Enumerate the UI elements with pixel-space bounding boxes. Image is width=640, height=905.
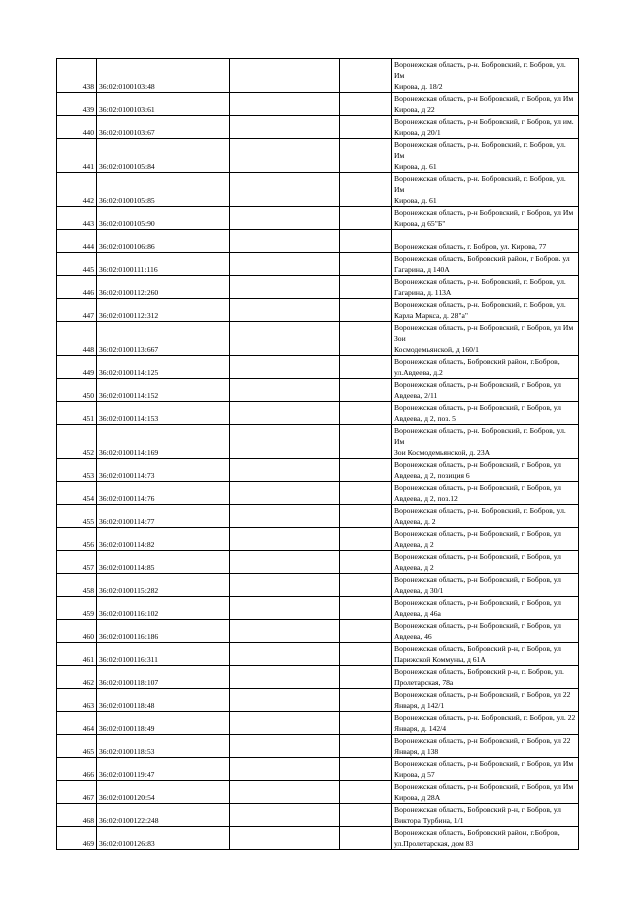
empty-cell	[230, 116, 340, 139]
row-number-cell: 452	[57, 425, 97, 459]
cadastral-number-cell: 36:02:0100105:90	[97, 207, 230, 230]
empty-cell	[230, 574, 340, 597]
address-cell: Воронежская область, р-н Бобровский, г Бобров, ул им. Кирова, д 20/1	[392, 116, 579, 139]
cadastral-number-cell: 36:02:0100106:86	[97, 230, 230, 253]
empty-cell	[340, 574, 392, 597]
row-number-cell: 463	[57, 689, 97, 712]
table-row	[57, 689, 579, 712]
cadastral-number-cell: 36:02:0100114:73	[97, 459, 230, 482]
empty-cell	[230, 139, 340, 173]
address-cell: Воронежская область, Бобровский р-н, г. Бобров, ул. Пролетарская, 78а	[392, 666, 579, 689]
empty-cell	[340, 666, 392, 689]
table-row	[57, 425, 579, 459]
row-number-cell: 459	[57, 597, 97, 620]
empty-cell	[230, 276, 340, 299]
row-number-cell: 450	[57, 379, 97, 402]
table-row	[57, 758, 579, 781]
table-row	[57, 505, 579, 528]
table-row	[57, 379, 579, 402]
cadastral-number-cell: 36:02:0100116:102	[97, 597, 230, 620]
cadastral-number-cell: 36:02:0100114:76	[97, 482, 230, 505]
cadastral-number-cell: 36:02:0100114:125	[97, 356, 230, 379]
empty-cell	[230, 59, 340, 93]
table-row	[57, 827, 579, 850]
empty-cell	[230, 253, 340, 276]
address-cell: Воронежская область, р-н Бобровский, г Бобров, ул Авдеева, 2/11	[392, 379, 579, 402]
empty-cell	[230, 712, 340, 735]
empty-cell	[340, 459, 392, 482]
table-row	[57, 139, 579, 173]
empty-cell	[340, 735, 392, 758]
empty-cell	[340, 356, 392, 379]
empty-cell	[230, 551, 340, 574]
row-number-cell: 464	[57, 712, 97, 735]
address-cell: Воронежская область, р-н Бобровский, г Бобров, ул 22 Января, д 142/1	[392, 689, 579, 712]
cadastral-number-cell: 36:02:0100114:169	[97, 425, 230, 459]
cadastral-number-cell: 36:02:0100126:83	[97, 827, 230, 850]
table-row	[57, 643, 579, 666]
empty-cell	[340, 402, 392, 425]
empty-cell	[340, 116, 392, 139]
row-number-cell: 448	[57, 322, 97, 356]
cadastral-number-cell: 36:02:0100103:67	[97, 116, 230, 139]
empty-cell	[340, 505, 392, 528]
empty-cell	[340, 230, 392, 253]
empty-cell	[230, 207, 340, 230]
row-number-cell: 446	[57, 276, 97, 299]
empty-cell	[230, 230, 340, 253]
empty-cell	[340, 253, 392, 276]
address-cell: Воронежская область, р-н. Бобровский, г. Бобров, ул. Им Зои Космодемьянской, д. 23А	[392, 425, 579, 459]
cadastral-number-cell: 36:02:0100114:82	[97, 528, 230, 551]
empty-cell	[230, 528, 340, 551]
empty-cell	[340, 299, 392, 322]
table-row	[57, 528, 579, 551]
row-number-cell: 456	[57, 528, 97, 551]
empty-cell	[340, 276, 392, 299]
row-number-cell: 445	[57, 253, 97, 276]
row-number-cell: 453	[57, 459, 97, 482]
empty-cell	[340, 528, 392, 551]
address-cell: Воронежская область, р-н. Бобровский, г. Бобров, ул. Авдеева, д. 2	[392, 505, 579, 528]
cadastral-number-cell: 36:02:0100114:153	[97, 402, 230, 425]
table-row	[57, 735, 579, 758]
cadastral-number-cell: 36:02:0100112:312	[97, 299, 230, 322]
table-row	[57, 781, 579, 804]
row-number-cell: 449	[57, 356, 97, 379]
row-number-cell: 440	[57, 116, 97, 139]
row-number-cell: 467	[57, 781, 97, 804]
empty-cell	[340, 597, 392, 620]
document-page	[56, 58, 578, 850]
address-cell: Воронежская область, р-н. Бобровский, г. Бобров, ул. Им Кирова, д. 61	[392, 139, 579, 173]
row-number-cell: 439	[57, 93, 97, 116]
cadastral-number-cell: 36:02:0100114:85	[97, 551, 230, 574]
table-row	[57, 207, 579, 230]
empty-cell	[340, 712, 392, 735]
table-row	[57, 356, 579, 379]
row-number-cell: 460	[57, 620, 97, 643]
cadastral-number-cell: 36:02:0100103:48	[97, 59, 230, 93]
address-cell: Воронежская область, Бобровский р-н, г Бобров, ул Парижской Коммуны, д 61А	[392, 643, 579, 666]
empty-cell	[340, 139, 392, 173]
cadastral-number-cell: 36:02:0100114:77	[97, 505, 230, 528]
table-row	[57, 551, 579, 574]
table-row	[57, 253, 579, 276]
empty-cell	[230, 322, 340, 356]
address-cell: Воронежская область, Бобровский район, г.Бобров, ул.Авдеева, д.2	[392, 356, 579, 379]
table-row	[57, 666, 579, 689]
cadastral-number-cell: 36:02:0100120:54	[97, 781, 230, 804]
cadastral-table	[56, 58, 579, 850]
address-cell: Воронежская область, р-н Бобровский, г Бобров, ул Авдеева, д 2	[392, 551, 579, 574]
row-number-cell: 466	[57, 758, 97, 781]
cadastral-number-cell: 36:02:0100111:116	[97, 253, 230, 276]
empty-cell	[230, 666, 340, 689]
address-cell: Воронежская область, р-н. Бобровский, г. Бобров, ул. 22 Января, д. 142/4	[392, 712, 579, 735]
address-cell: Воронежская область, р-н Бобровский, г Бобров, ул Им Кирова, д 65"Б"	[392, 207, 579, 230]
table-row	[57, 620, 579, 643]
table-row	[57, 116, 579, 139]
address-cell: Воронежская область, р-н Бобровский, г Бобров, ул Авдеева, д 2, позиция 6	[392, 459, 579, 482]
empty-cell	[230, 643, 340, 666]
empty-cell	[230, 459, 340, 482]
row-number-cell: 469	[57, 827, 97, 850]
address-cell: Воронежская область, Бобровский район, г.Бобров, ул.Пролетарская, дом 83	[392, 827, 579, 850]
empty-cell	[230, 93, 340, 116]
row-number-cell: 451	[57, 402, 97, 425]
address-cell: Воронежская область, р-н Бобровский, г Бобров, ул Авдеева, д 46а	[392, 597, 579, 620]
empty-cell	[340, 804, 392, 827]
cadastral-number-cell: 36:02:0100118:107	[97, 666, 230, 689]
table-row	[57, 173, 579, 207]
row-number-cell: 438	[57, 59, 97, 93]
empty-cell	[340, 620, 392, 643]
empty-cell	[340, 827, 392, 850]
row-number-cell: 444	[57, 230, 97, 253]
table-row	[57, 299, 579, 322]
table-row	[57, 459, 579, 482]
cadastral-number-cell: 36:02:0100118:49	[97, 712, 230, 735]
empty-cell	[340, 59, 392, 93]
empty-cell	[230, 827, 340, 850]
empty-cell	[340, 207, 392, 230]
cadastral-number-cell: 36:02:0100116:186	[97, 620, 230, 643]
empty-cell	[230, 299, 340, 322]
table-row	[57, 482, 579, 505]
table-row	[57, 276, 579, 299]
empty-cell	[230, 173, 340, 207]
empty-cell	[340, 482, 392, 505]
address-cell: Воронежская область, р-н Бобровский, г Бобров, ул Им Зои Космодемьянской, д 160/1	[392, 322, 579, 356]
table-body	[57, 59, 579, 850]
address-cell: Воронежская область, Бобровский район, г Бобров. ул Гагарина, д 140А	[392, 253, 579, 276]
table-row	[57, 59, 579, 93]
cadastral-number-cell: 36:02:0100119:47	[97, 758, 230, 781]
empty-cell	[230, 758, 340, 781]
cadastral-number-cell: 36:02:0100105:85	[97, 173, 230, 207]
address-cell: Воронежская область, г. Бобров, ул. Кирова, 77	[392, 230, 579, 253]
row-number-cell: 458	[57, 574, 97, 597]
address-cell: Воронежская область, р-н Бобровский, г Бобров, ул Авдеева, д 2, поз. 5	[392, 402, 579, 425]
cadastral-number-cell: 36:02:0100105:84	[97, 139, 230, 173]
cadastral-number-cell: 36:02:0100112:260	[97, 276, 230, 299]
address-cell: Воронежская область, р-н Бобровский, г Бобров, ул 22 Января, д 138	[392, 735, 579, 758]
empty-cell	[230, 689, 340, 712]
empty-cell	[340, 322, 392, 356]
address-cell: Воронежская область, Бобровский р-н, г Бобров, ул Виктора Турбина, 1/1	[392, 804, 579, 827]
empty-cell	[230, 379, 340, 402]
address-cell: Воронежская область, р-н Бобровский, г Бобров, ул Им Кирова, д 22	[392, 93, 579, 116]
row-number-cell: 441	[57, 139, 97, 173]
row-number-cell: 447	[57, 299, 97, 322]
empty-cell	[340, 781, 392, 804]
cadastral-number-cell: 36:02:0100103:61	[97, 93, 230, 116]
row-number-cell: 442	[57, 173, 97, 207]
table-row	[57, 574, 579, 597]
address-cell: Воронежская область, р-н Бобровский, г Бобров, ул Авдеева, д 2	[392, 528, 579, 551]
row-number-cell: 454	[57, 482, 97, 505]
row-number-cell: 465	[57, 735, 97, 758]
row-number-cell: 443	[57, 207, 97, 230]
empty-cell	[230, 402, 340, 425]
table-row	[57, 230, 579, 253]
cadastral-number-cell: 36:02:0100116:311	[97, 643, 230, 666]
address-cell: Воронежская область, р-н Бобровский, г Бобров, ул Авдеева, 46	[392, 620, 579, 643]
row-number-cell: 455	[57, 505, 97, 528]
table-row	[57, 93, 579, 116]
address-cell: Воронежская область, р-н. Бобровский, г. Бобров, ул. Им Кирова, д. 18/2	[392, 59, 579, 93]
address-cell: Воронежская область, р-н Бобровский, г Бобров, ул Авдеева, д 2, поз.12	[392, 482, 579, 505]
address-cell: Воронежская область, р-н Бобровский, г Бобров, ул Им Кирова, д 28А	[392, 781, 579, 804]
empty-cell	[340, 551, 392, 574]
empty-cell	[230, 597, 340, 620]
empty-cell	[230, 781, 340, 804]
row-number-cell: 461	[57, 643, 97, 666]
empty-cell	[340, 758, 392, 781]
empty-cell	[340, 425, 392, 459]
table-row	[57, 712, 579, 735]
address-cell: Воронежская область, р-н Бобровский, г Бобров, ул Авдеева, д 30/1	[392, 574, 579, 597]
table-row	[57, 804, 579, 827]
table-row	[57, 597, 579, 620]
address-cell: Воронежская область, р-н Бобровский, г Бобров, ул Им Кирова, д 57	[392, 758, 579, 781]
empty-cell	[340, 379, 392, 402]
empty-cell	[230, 356, 340, 379]
empty-cell	[230, 735, 340, 758]
empty-cell	[230, 804, 340, 827]
empty-cell	[230, 482, 340, 505]
empty-cell	[340, 689, 392, 712]
address-cell: Воронежская область, р-н. Бобровский, г. Бобров, ул. Карла Маркса, д. 28"а"	[392, 299, 579, 322]
empty-cell	[340, 93, 392, 116]
empty-cell	[340, 643, 392, 666]
table-row	[57, 402, 579, 425]
cadastral-number-cell: 36:02:0100115:282	[97, 574, 230, 597]
address-cell: Воронежская область, р-н. Бобровский, г. Бобров, ул. Им Кирова, д. 61	[392, 173, 579, 207]
empty-cell	[230, 505, 340, 528]
row-number-cell: 457	[57, 551, 97, 574]
empty-cell	[340, 173, 392, 207]
cadastral-number-cell: 36:02:0100118:53	[97, 735, 230, 758]
row-number-cell: 468	[57, 804, 97, 827]
empty-cell	[230, 425, 340, 459]
cadastral-number-cell: 36:02:0100114:152	[97, 379, 230, 402]
table-row	[57, 322, 579, 356]
address-cell: Воронежская область, р-н. Бобровский, г. Бобров, ул. Гагарина, д. 113А	[392, 276, 579, 299]
cadastral-number-cell: 36:02:0100122:248	[97, 804, 230, 827]
cadastral-number-cell: 36:02:0100113:667	[97, 322, 230, 356]
row-number-cell: 462	[57, 666, 97, 689]
empty-cell	[230, 620, 340, 643]
cadastral-number-cell: 36:02:0100118:48	[97, 689, 230, 712]
